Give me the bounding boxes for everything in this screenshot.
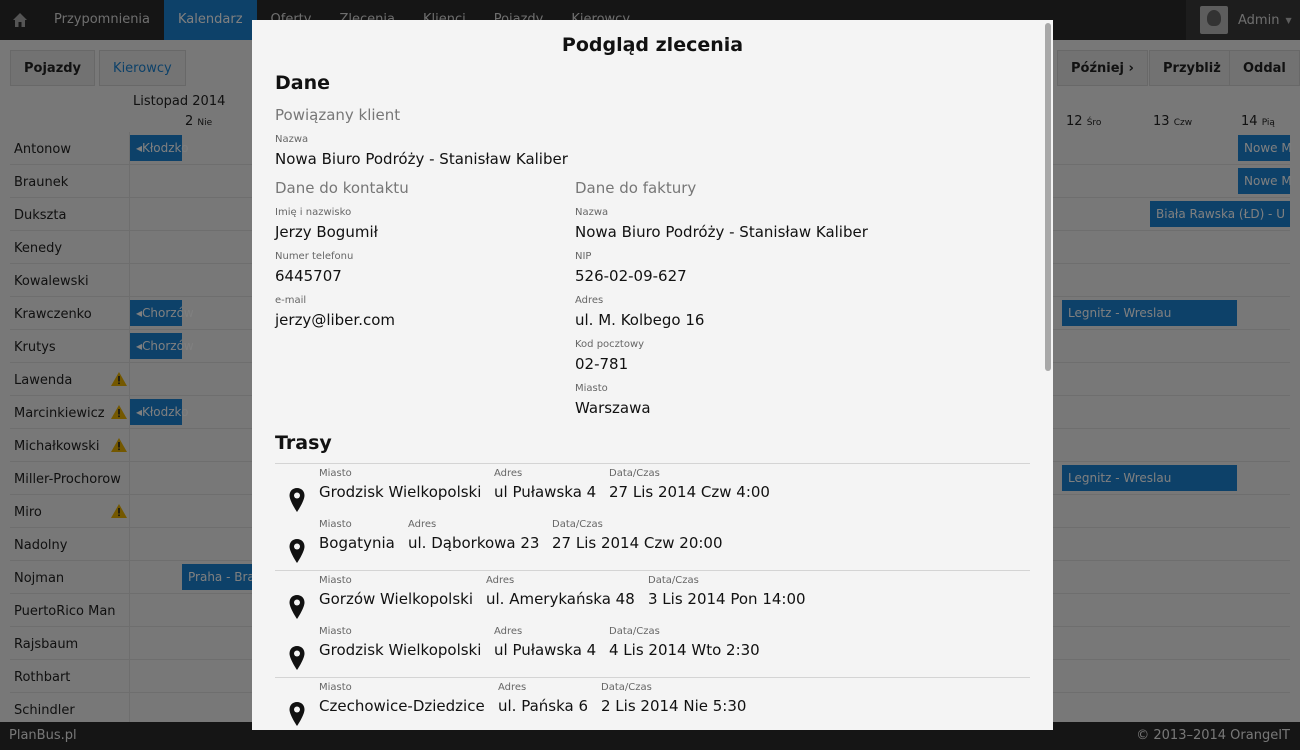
- modal-scrollbar[interactable]: [1045, 23, 1051, 371]
- contact-phone-label: Numer telefonu: [275, 251, 354, 262]
- invoice-name-label: Nazwa: [575, 207, 609, 218]
- route-city-value: Grodzisk Wielkopolski: [319, 641, 482, 659]
- route-city-label: Miasto: [319, 575, 352, 586]
- map-pin-icon: [289, 702, 305, 726]
- route-address-label: Adres: [498, 682, 527, 693]
- route-datetime-value: 3 Lis 2014 Pon 14:00: [648, 590, 806, 608]
- invoice-nip-label: NIP: [575, 251, 592, 262]
- invoice-postcode-label: Kod pocztowy: [575, 339, 645, 350]
- route-address-value: ul. Dąborkowa 23: [408, 534, 540, 552]
- route-city-label: Miasto: [319, 468, 352, 479]
- invoice-city-label: Miasto: [575, 383, 608, 394]
- route-address-value: ul. Amerykańska 48: [486, 590, 635, 608]
- linked-client-heading: Powiązany klient: [275, 106, 401, 124]
- route-city-label: Miasto: [319, 626, 352, 637]
- route-address-value: ul. Pańska 6: [498, 697, 589, 715]
- invoice-name-value: Nowa Biuro Podróży - Stanisław Kaliber: [575, 223, 868, 241]
- route-datetime-label: Data/Czas: [609, 468, 660, 479]
- route-city-label: Miasto: [319, 682, 352, 693]
- modal-title: Podgląd zlecenia: [561, 34, 744, 56]
- route-datetime-value: 4 Lis 2014 Wto 2:30: [609, 641, 760, 659]
- order-preview-modal: [252, 20, 1053, 730]
- invoice-address-label: Adres: [575, 295, 604, 306]
- route-datetime-value: 27 Lis 2014 Czw 20:00: [552, 534, 723, 552]
- route-address-value: ul Puławska 4: [494, 641, 597, 659]
- contact-heading: Dane do kontaktu: [275, 179, 409, 197]
- route-address-label: Adres: [486, 575, 515, 586]
- route-address-label: Adres: [408, 519, 437, 530]
- map-pin-icon: [289, 539, 305, 563]
- contact-email-value: jerzy@liber.com: [275, 311, 395, 329]
- contact-name-label: Imię i nazwisko: [275, 207, 352, 218]
- route-address-label: Adres: [494, 468, 523, 479]
- invoice-address-value: ul. M. Kolbego 16: [575, 311, 705, 329]
- map-pin-icon: [289, 595, 305, 619]
- route-datetime-label: Data/Czas: [609, 626, 660, 637]
- map-pin-icon: [289, 646, 305, 670]
- contact-phone-value: 6445707: [275, 267, 342, 285]
- route-city-label: Miasto: [319, 519, 352, 530]
- route-group: [275, 463, 1030, 570]
- section-routes-heading: Trasy: [275, 432, 332, 454]
- client-name-value: Nowa Biuro Podróży - Stanisław Kaliber: [275, 150, 568, 168]
- route-address-value: ul Puławska 4: [494, 483, 597, 501]
- route-city-value: Bogatynia: [319, 534, 395, 552]
- invoice-postcode-value: 02-781: [575, 355, 629, 373]
- route-datetime-label: Data/Czas: [601, 682, 652, 693]
- route-city-value: Grodzisk Wielkopolski: [319, 483, 482, 501]
- route-datetime-value: 27 Lis 2014 Czw 4:00: [609, 483, 770, 501]
- section-data-heading: Dane: [275, 72, 331, 94]
- route-city-value: Gorzów Wielkopolski: [319, 590, 473, 608]
- contact-email-label: e-mail: [275, 295, 307, 306]
- route-datetime-label: Data/Czas: [648, 575, 699, 586]
- route-datetime-value: 2 Lis 2014 Nie 5:30: [601, 697, 747, 715]
- invoice-city-value: Warszawa: [575, 399, 651, 417]
- client-name-label: Nazwa: [275, 134, 309, 145]
- invoice-heading: Dane do faktury: [575, 179, 697, 197]
- contact-name-value: Jerzy Bogumił: [275, 223, 378, 241]
- route-city-value: Czechowice-Dziedzice: [319, 697, 485, 715]
- invoice-nip-value: 526-02-09-627: [575, 267, 687, 285]
- map-pin-icon: [289, 488, 305, 512]
- route-address-label: Adres: [494, 626, 523, 637]
- route-group: [275, 570, 1030, 677]
- route-datetime-label: Data/Czas: [552, 519, 603, 530]
